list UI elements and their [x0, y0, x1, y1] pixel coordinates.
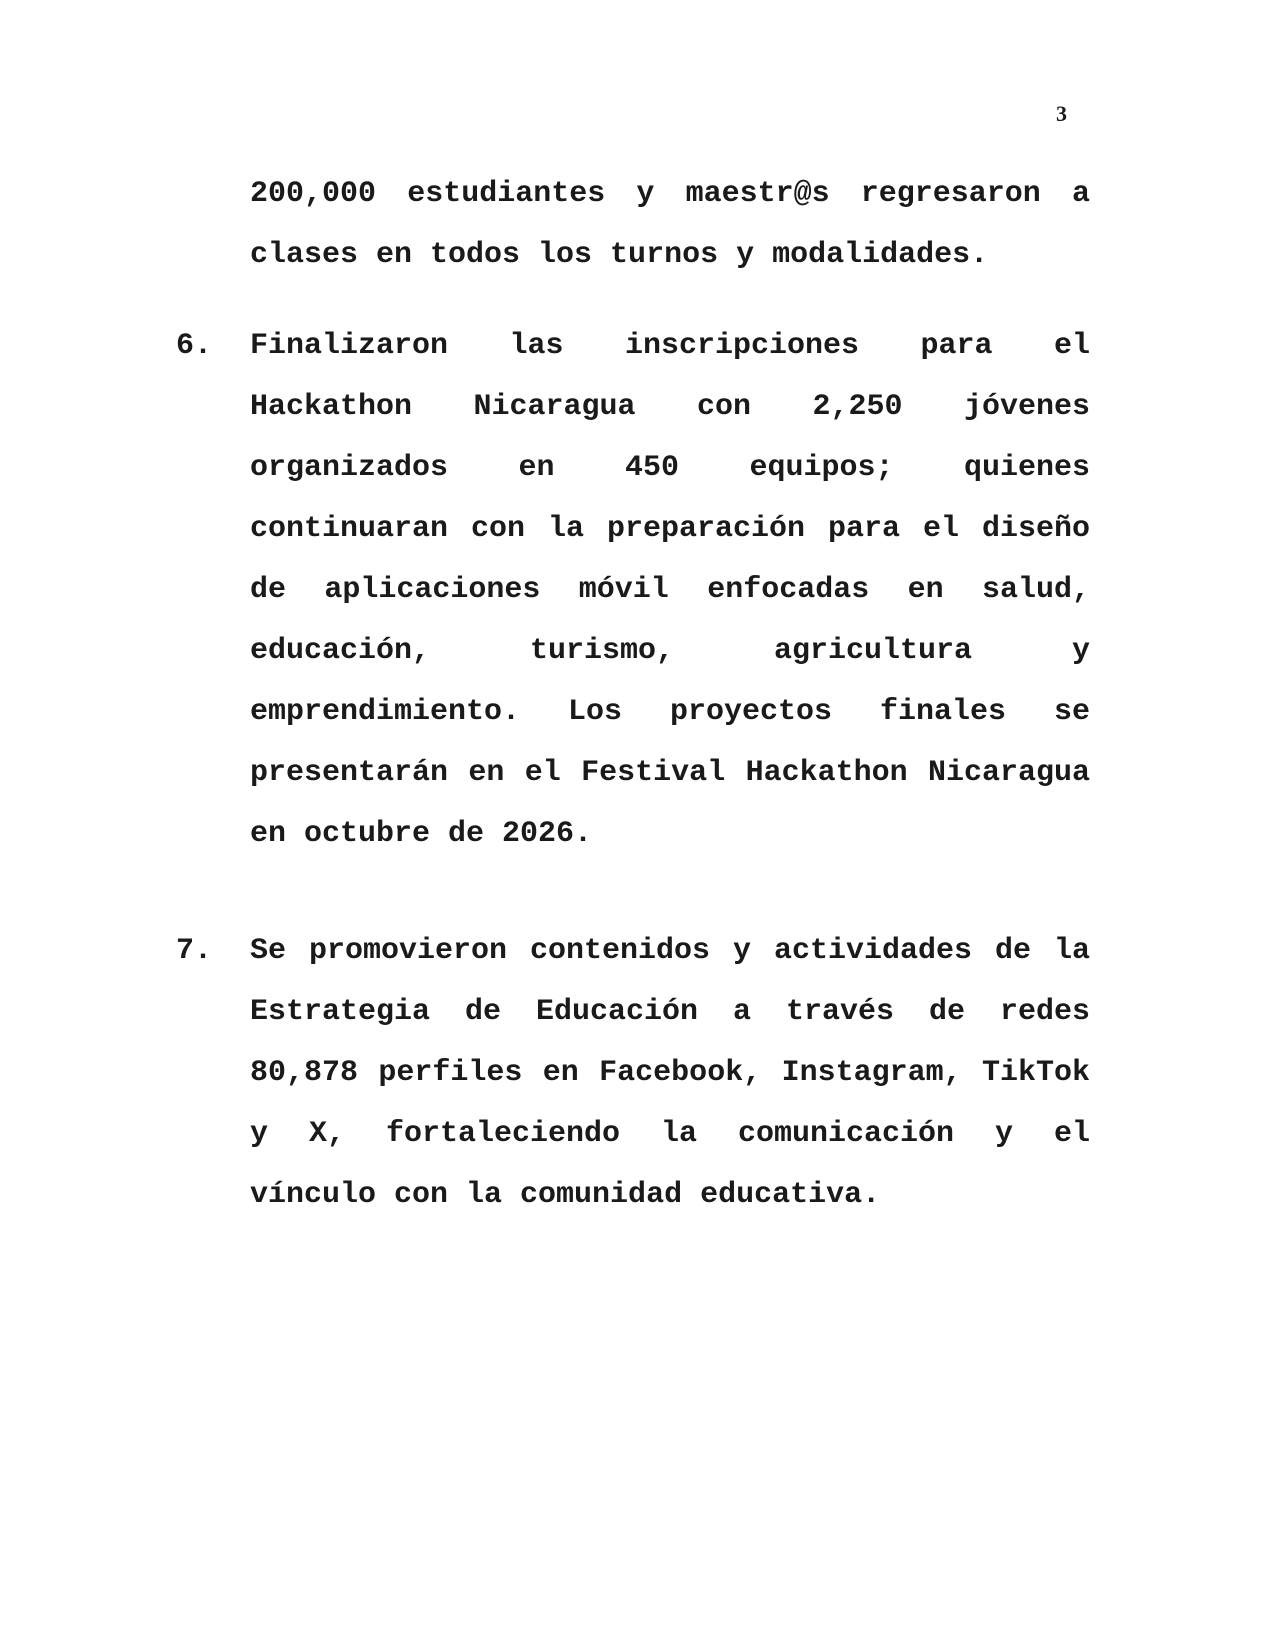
continuation-paragraph: 200,000 estudiantes y maestr@s regresaron a clases en todos los turnos y modalidades. — [250, 177, 1090, 272]
list-item-number: 6. — [176, 329, 213, 363]
page-number: 3 — [1056, 101, 1067, 126]
list-item-text: Finalizaron las inscripciones para el Hackathon Nicaragua con 2,250 jóvenes organizados en 450 equipos; quienes continuaran con la preparación para el diseño de aplicaciones móvil enfocadas en salud, educación, turismo, agricultura y emprendimiento. Los proyectos finales se presentarán en el Festival Hackathon Nicaragua en octubre de 2026. — [250, 329, 1090, 851]
list-item-7 — [176, 921, 1090, 1226]
list-item-number: 7. — [176, 934, 213, 968]
document-body — [176, 164, 1090, 1256]
list-item-text: Se promovieron contenidos y actividades de la Estrategia de Educación a través de redes 80,878 perfiles en Facebook, Instagram, TikTok y X, fortaleciendo la comunicación y el vínculo con la comunidad educativa. — [250, 934, 1090, 1212]
list-item-6 — [176, 316, 1090, 865]
